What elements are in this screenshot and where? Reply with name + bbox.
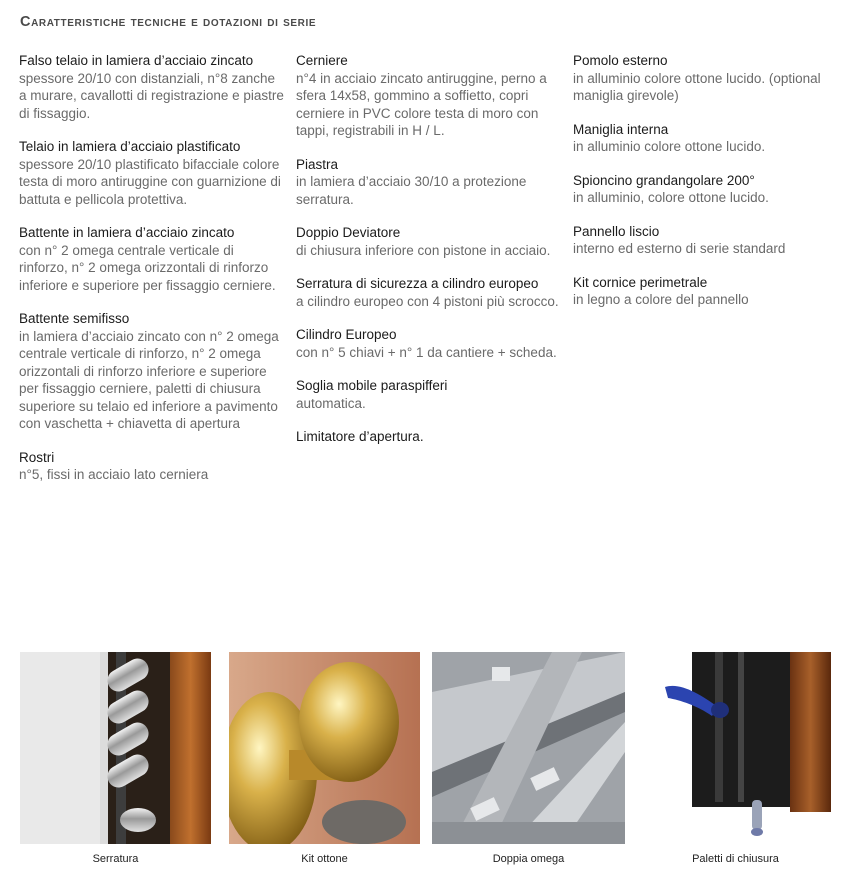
spec-description: spessore 20/10 con distanziali, n°8 zanche a murare, cavallotti di registrazione e piastre di fissaggio.: [19, 70, 284, 121]
spec-title: Piastra: [296, 156, 339, 172]
spec-description: spessore 20/10 plastificato bifacciale colore testa di moro antiruggine con guarnizione di battuta e pellicola protettiva.: [19, 156, 281, 207]
spec-item: [573, 52, 838, 105]
spec-item: [296, 377, 561, 412]
spec-column-3: [573, 52, 838, 325]
spec-title: Soglia mobile paraspifferi: [296, 378, 448, 393]
spec-title: Falso telaio in lamiera d’acciaio zincato: [19, 53, 254, 68]
spec-description: in alluminio colore ottone lucido. (optional maniglia girevole): [573, 70, 821, 103]
spec-item: [19, 449, 284, 484]
photo-caption: Paletti di chiusura: [692, 853, 779, 865]
spec-description: di chiusura inferiore con pistone in acciaio.: [296, 242, 551, 258]
spec-title: Spioncino grandangolare 200°: [573, 172, 755, 188]
photo-kit-ottone: [229, 652, 420, 844]
spec-title: Doppio Deviatore: [296, 225, 401, 240]
spec-title: Rostri: [19, 449, 55, 465]
spec-item: [296, 326, 561, 361]
photo-doppia-omega: [432, 652, 625, 844]
spec-description: con n° 5 chiavi + n° 1 da cantiere + scheda.: [296, 344, 557, 360]
spec-item: [573, 274, 838, 309]
spec-column-2: [296, 52, 561, 462]
spec-item: [296, 428, 561, 446]
spec-title: Telaio in lamiera d’acciaio plastificato: [19, 139, 241, 154]
spec-description: n°5, fissi in acciaio lato cerniera: [19, 467, 209, 482]
spec-title: Cerniere: [296, 53, 348, 68]
spec-description: n°4 in acciaio zincato antiruggine, perno a sfera 14x58, gommino a soffietto, copri cerniere in PVC colore testa di moro con tappi, registrabili in H / L.: [296, 70, 547, 138]
spec-title: Serratura di sicurezza a cilindro europeo: [296, 276, 539, 291]
photo-caption: Kit ottone: [301, 853, 348, 865]
spec-item: [19, 52, 284, 122]
spec-item: [573, 121, 838, 156]
spec-description: in lamiera d’acciaio 30/10 a protezione serratura.: [296, 174, 527, 207]
spec-item: [19, 224, 284, 294]
spec-column-1: [19, 52, 284, 500]
spec-description: a cilindro europeo con 4 pistoni più scrocco.: [296, 293, 559, 309]
spec-description: interno ed esterno di serie standard: [573, 241, 786, 256]
spec-description: in alluminio colore ottone lucido.: [573, 139, 766, 154]
photo-serratura: [20, 652, 211, 844]
spec-title: Kit cornice perimetrale: [573, 274, 708, 290]
spec-title: Limitatore d’apertura.: [296, 429, 424, 444]
spec-item: [19, 138, 284, 208]
photo-paletti-chiusura: [640, 652, 831, 844]
spec-title: Maniglia interna: [573, 121, 669, 137]
spec-title: Pomolo esterno: [573, 53, 668, 68]
spec-title: Pannello liscio: [573, 223, 660, 239]
spec-item: [296, 224, 561, 259]
spec-description: automatica.: [296, 395, 366, 411]
spec-description: in lamiera d’acciaio zincato con n° 2 omega centrale verticale di rinforzo, n° 2 omega orizzontali di rinforzo inferiore e superiore per fissaggio cerniere, paletti di chiusura superiore su telaio ed inferiore a pavimento con vaschetta + chiavetta di apertura: [19, 328, 279, 431]
spec-item: [296, 52, 561, 140]
page-title: Caratteristiche tecniche e dotazioni di serie: [20, 14, 317, 30]
spec-item: [573, 223, 838, 258]
photo-caption: Serratura: [92, 853, 139, 865]
spec-item: [296, 275, 561, 310]
spec-title: Battente semifisso: [19, 311, 130, 326]
spec-item: [573, 172, 838, 207]
spec-title: Battente in lamiera d’acciaio zincato: [19, 225, 235, 240]
spec-item: [296, 156, 561, 209]
spec-item: [19, 310, 284, 433]
spec-description: in alluminio, colore ottone lucido.: [573, 190, 769, 205]
spec-description: con n° 2 omega centrale verticale di rinforzo, n° 2 omega orizzontali di rinforzo inferiore e superiore per fissaggio cerniere.: [19, 242, 276, 293]
spec-description: in legno a colore del pannello: [573, 292, 749, 307]
spec-title: Cilindro Europeo: [296, 327, 397, 342]
photo-caption: Doppia omega: [492, 853, 565, 865]
